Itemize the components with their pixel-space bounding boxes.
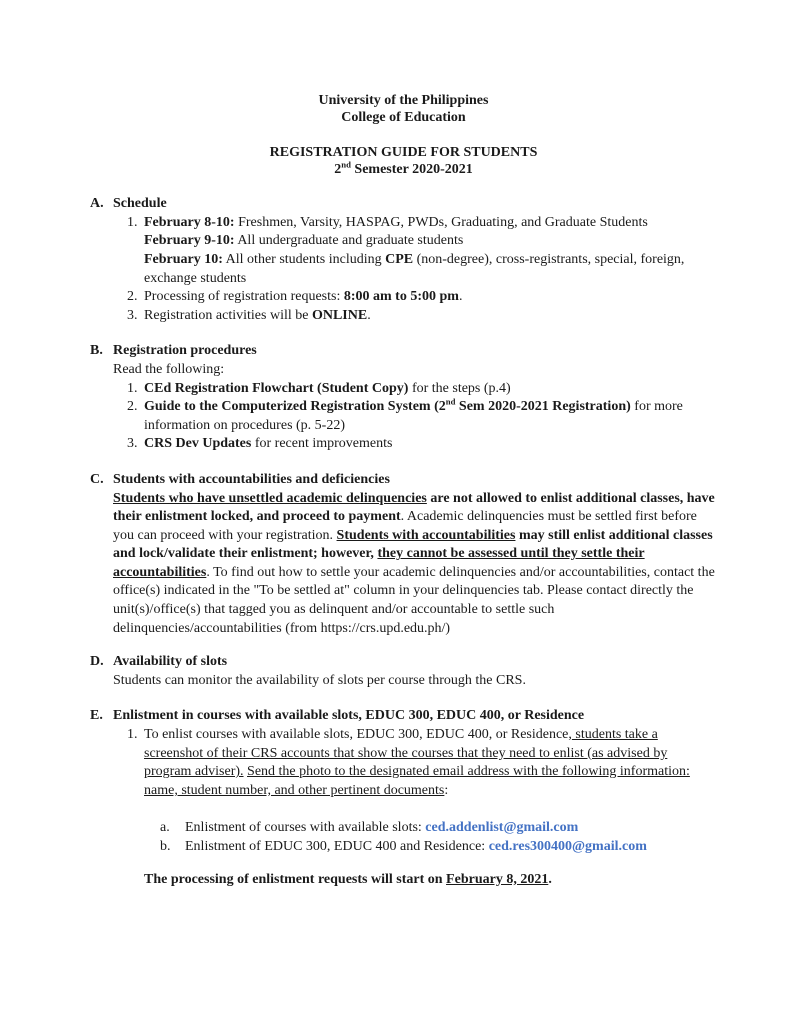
list-marker: 3. [127, 307, 138, 323]
list-item-text: CEd Registration Flowchart (Student Copy) for the steps (p.4) [144, 380, 511, 396]
document-title-block [90, 144, 717, 179]
list-marker: 2. [127, 289, 138, 305]
list-marker: 3. [127, 436, 138, 452]
list-item-email-slots [90, 819, 717, 838]
closing-note: The processing of enlistment requests will start on February 8, 2021. [144, 871, 552, 887]
section-title: Students with accountabilities and deficiencies [113, 471, 390, 487]
section-heading [90, 471, 717, 490]
org-name: University of the Philippines [318, 93, 489, 108]
list-item-text: February 8-10: Freshmen, Varsity, HASPAG, PWDs, Graduating, and Graduate Students February 9-10: All undergraduate and graduate students February 10: All other students including CPE (non-degree), cross-registrants, special, foreign, exchange students [144, 214, 685, 286]
list-marker: 2. [127, 399, 138, 415]
list-item-text: Guide to the Computerized Registration System (2nd Sem 2020-2021 Registration) for more information on procedures (p. 5-22) [144, 396, 683, 433]
list-item [90, 214, 717, 288]
section-title: Availability of slots [113, 654, 228, 670]
section-letter: B. [90, 343, 103, 359]
list-item [90, 726, 717, 800]
list-marker: 1. [127, 380, 138, 396]
list-item-text: Processing of registration requests: 8:00 am to 5:00 pm. [144, 289, 463, 305]
section-title: Schedule [113, 196, 167, 212]
section-title: Registration procedures [113, 343, 257, 359]
section-intro: Read the following: [113, 361, 225, 377]
section-heading [90, 195, 717, 214]
section-heading [90, 342, 717, 361]
section-letter: A. [90, 196, 104, 212]
section-paragraph: Students who have unsettled academic delinquencies are not allowed to enlist additional classes, have their enlistment locked, and proceed to payment. Academic delinquencies must be settled first before you can proceed with your registration. Students with accountabilities may still enlist additional classes and lock/validate their enlistment; however, they cannot be assessed until they settle their accountabilities. To find out how to settle your academic delinquencies and/or accountabilities, contact the office(s) indicated in the "To be settled at" column in your delinquencies tab. Please contact directly the unit(s)/office(s) that tagged you as delinquent and/or accountable to settle such delinquencies/accountabilities (from https://crs.upd.edu.ph/) [113, 490, 715, 636]
list-item [90, 398, 717, 435]
list-item-text: Registration activities will be ONLINE. [144, 307, 371, 323]
section-availability-of-slots [90, 653, 717, 690]
list-marker: b. [160, 839, 171, 854]
section-registration-procedures [90, 342, 717, 454]
list-item-email-residence [90, 838, 717, 857]
list-marker: 1. [127, 727, 138, 743]
list-marker: 1. [127, 214, 138, 230]
list-item [90, 380, 717, 399]
section-letter: E. [90, 708, 103, 724]
section-accountabilities [90, 471, 717, 638]
section-paragraph: Students can monitor the availability of slots per course through the CRS. [113, 672, 526, 688]
document-subtitle: 2nd Semester 2020-2021 [334, 159, 473, 177]
list-item-text: CRS Dev Updates for recent improvements [144, 436, 393, 452]
section-letter: C. [90, 471, 104, 487]
email-link[interactable]: ced.res300400@gmail.com [488, 839, 647, 854]
document-header [90, 92, 717, 127]
list-marker: a. [160, 820, 170, 836]
list-item-text: To enlist courses with available slots, EDUC 300, EDUC 400, or Residence, students take a screenshot of their CRS accounts that show the courses that they need to enlist (as advised by program adviser). Send the photo to the designated email address with the following information: name, student number, and other pertinent documents: [144, 727, 690, 798]
section-schedule [90, 195, 717, 325]
list-item [90, 288, 717, 307]
list-item-text: Enlistment of EDUC 300, EDUC 400 and Residence: ced.res300400@gmail.com [185, 839, 647, 854]
section-heading [90, 707, 717, 726]
list-item-text: Enlistment of courses with available slots: ced.addenlist@gmail.com [185, 820, 579, 836]
document-title: REGISTRATION GUIDE FOR STUDENTS [269, 144, 538, 160]
email-link[interactable]: ced.addenlist@gmail.com [425, 820, 579, 836]
email-list [90, 819, 717, 856]
list-item [90, 435, 717, 454]
section-letter: D. [90, 654, 104, 670]
section-enlistment [90, 707, 717, 889]
org-unit: College of Education [341, 110, 466, 126]
section-title: Enlistment in courses with available slots, EDUC 300, EDUC 400, or Residence [113, 708, 585, 724]
section-heading [90, 653, 717, 672]
list-item [90, 307, 717, 326]
